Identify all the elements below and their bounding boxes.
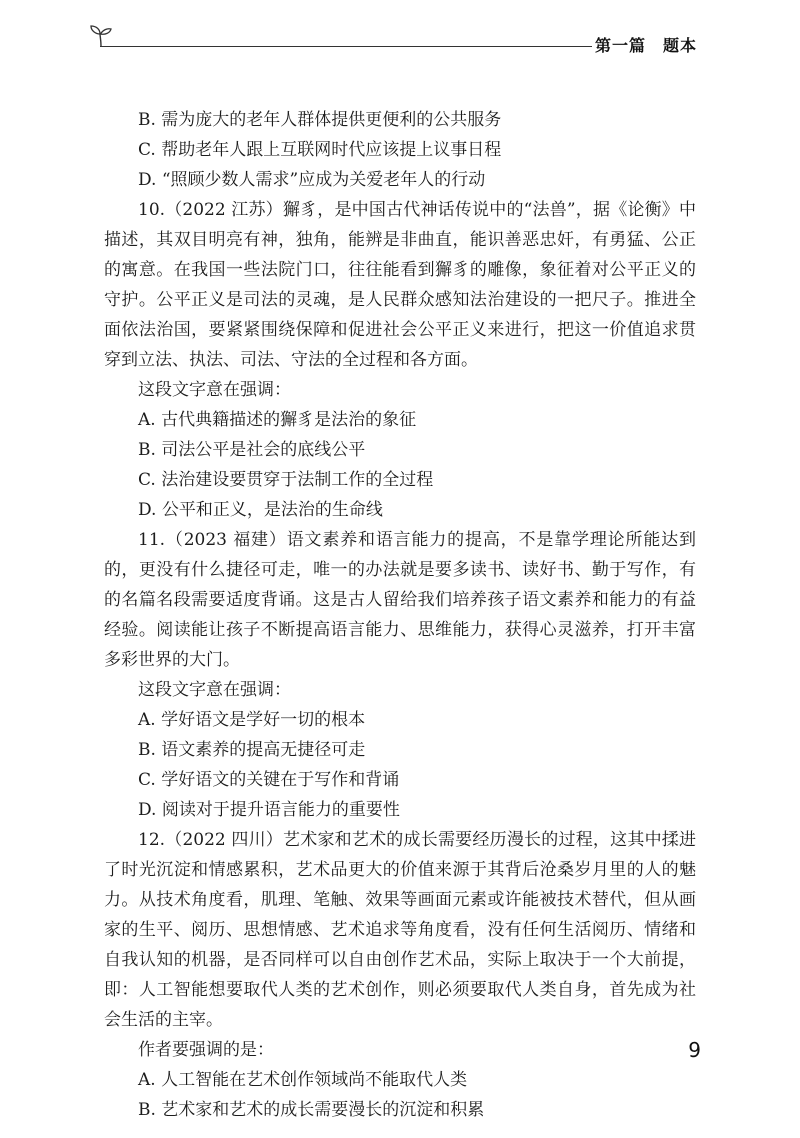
question-stem: 这段文字意在强调： — [138, 680, 291, 700]
option-a: A. 古代典籍描述的獬豸是法治的象征 — [138, 410, 417, 430]
option-b: B. 语文素养的提高无捷径可走 — [138, 740, 366, 760]
option-b: B. 需为庞大的老年人群体提供更便利的公共服务 — [138, 110, 502, 130]
option-d: D. 公平和正义，是法治的生命线 — [138, 500, 383, 520]
option-c: C. 帮助老年人跟上互联网时代应该提上议事日程 — [138, 140, 502, 160]
question-passage: 10.（2022 江苏）獬豸，是中国古代神话传说中的“法兽”，据《论衡》中描述，其双目明亮有神，独角，能辨是非曲直，能识善恶忠奸，有勇猛、公正的寓意。在我国一些法院门口，往往能看到獬豸的雕像，象征着对公平正义的守护。公平正义是司法的灵魂，是人民群众感知法治建设的一把尺子。推进全面依法治国，要紧紧围绕保障和促进社会公平正义来进行，把这一价值追求贯穿到立法、执法、司法、守法的全过程和各方面。 — [104, 200, 696, 370]
option-b: B. 司法公平是社会的底线公平 — [138, 440, 366, 460]
header-rule — [100, 46, 592, 47]
page-header — [0, 0, 800, 70]
option-d: D. 阅读对于提升语言能力的重要性 — [138, 800, 400, 820]
option-a: A. 学好语文是学好一切的根本 — [138, 710, 366, 730]
question-passage: 11.（2023 福建）语文素养和语言能力的提高，不是靠学理论所能达到的，更没有什么捷径可走，唯一的办法就是要多读书、读好书、勤于写作，有的名篇名段需要适度背诵。这是古人留给我们培养孩子语文素养和能力的有益经验。阅读能让孩子不断提高语言能力、思维能力，获得心灵滋养，打开丰富多彩世界的大门。 — [104, 530, 696, 670]
option-a: A. 人工智能在艺术创作领域尚不能取代人类 — [138, 1070, 468, 1090]
question-stem: 作者要强调的是： — [138, 1040, 274, 1060]
page-number: 9 — [688, 1038, 701, 1062]
section-title: 第一篇 题本 — [594, 36, 697, 55]
question-passage: 12.（2022 四川）艺术家和艺术的成长需要经历漫长的过程，这其中揉进了时光沉淀和情感累积，艺术品更大的价值来源于其背后沧桑岁月里的人的魅力。从技术角度看，肌理、笔触、效果等画面元素或许能被技术替代，但从画家的生平、阅历、思想情感、艺术追求等角度看，没有任何生活阅历、情绪和自我认知的机器，是否同样可以自由创作艺术品，实际上取决于一个大前提，即：人工智能想要取代人类的艺术创作，则必须要取代人类自身，首先成为社会生活的主宰。 — [104, 830, 696, 1030]
option-b: B. 艺术家和艺术的成长需要漫长的沉淀和积累 — [138, 1100, 485, 1120]
sprout-icon — [88, 22, 114, 48]
option-d: D. “照顾少数人需求”应成为关爱老年人的行动 — [138, 170, 486, 190]
page-body — [104, 105, 696, 1125]
option-c: C. 学好语文的关键在于写作和背诵 — [138, 770, 400, 790]
option-c: C. 法治建设要贯穿于法制工作的全过程 — [138, 470, 434, 490]
question-stem: 这段文字意在强调： — [138, 380, 291, 400]
